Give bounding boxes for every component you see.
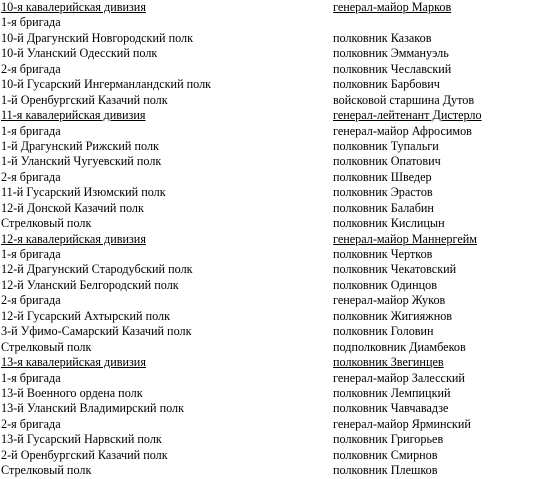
unit-name: 10-й Гусарский Ингерманландский полк bbox=[1, 77, 212, 92]
unit-commander: полковник Одинцов bbox=[333, 277, 437, 292]
division-header-row bbox=[0, 355, 552, 370]
unit-row bbox=[0, 201, 552, 216]
unit-row bbox=[0, 139, 552, 154]
unit-name: 2-я бригада bbox=[1, 61, 61, 76]
unit-commander: полковник Чекатовский bbox=[333, 262, 457, 277]
unit-commander: подполковник Диамбеков bbox=[333, 339, 466, 354]
division-name: 12-я кавалерийская дивизия bbox=[1, 231, 146, 246]
unit-commander: полковник Головин bbox=[333, 324, 434, 339]
unit-name: 10-й Уланский Одесский полк bbox=[1, 46, 158, 61]
unit-commander: генерал-майор Жуков bbox=[333, 293, 446, 308]
unit-row bbox=[0, 15, 552, 30]
unit-commander: полковник Опатович bbox=[333, 154, 441, 169]
division-commander: генерал-майор Марков bbox=[333, 0, 452, 14]
unit-commander: полковник Чавчавадзе bbox=[333, 401, 449, 416]
unit-commander: полковник Жигияжнов bbox=[333, 308, 453, 323]
unit-commander: полковник Смирнов bbox=[333, 447, 438, 462]
unit-commander: полковник Тупальги bbox=[333, 138, 439, 153]
unit-name: Стрелковый полк bbox=[1, 463, 92, 478]
division-name: 10-я кавалерийская дивизия bbox=[1, 0, 146, 14]
unit-commander: полковник Балабин bbox=[333, 200, 434, 215]
unit-commander: генерал-майор Афросимов bbox=[333, 123, 472, 138]
unit-name: Стрелковый полк bbox=[1, 216, 92, 231]
unit-name: 2-й Оренбургский Казачий полк bbox=[1, 447, 168, 462]
division-name: 13-я кавалерийская дивизия bbox=[1, 355, 146, 370]
division-commander: генерал-майор Маннергейм bbox=[333, 231, 478, 246]
unit-row bbox=[0, 293, 552, 308]
unit-name: 11-й Гусарский Изюмский полк bbox=[1, 185, 166, 200]
unit-name: 12-й Драгунский Стародубский полк bbox=[1, 262, 193, 277]
unit-name: 12-й Уланский Белгородский полк bbox=[1, 277, 179, 292]
unit-row bbox=[0, 93, 552, 108]
division-header-row bbox=[0, 0, 552, 15]
unit-row bbox=[0, 386, 552, 401]
unit-row bbox=[0, 77, 552, 92]
unit-commander: полковник Чертков bbox=[333, 247, 433, 261]
unit-name: 3-й Уфимо-Самарский Казачий полк bbox=[1, 324, 192, 339]
unit-name: 1-й Оренбургский Казачий полк bbox=[1, 92, 168, 107]
unit-name: 2-я бригада bbox=[1, 293, 61, 308]
division-header-row bbox=[0, 232, 552, 247]
unit-name: 12-й Гусарский Ахтырский полк bbox=[1, 308, 171, 323]
unit-row bbox=[0, 324, 552, 339]
unit-commander: полковник Плешков bbox=[333, 463, 438, 478]
unit-row bbox=[0, 185, 552, 200]
unit-row bbox=[0, 309, 552, 324]
unit-row bbox=[0, 46, 552, 61]
unit-commander: генерал-майор Залесский bbox=[333, 370, 465, 385]
unit-row bbox=[0, 154, 552, 169]
unit-row bbox=[0, 124, 552, 139]
unit-row bbox=[0, 448, 552, 463]
unit-name: 1-я бригада bbox=[1, 123, 61, 138]
unit-row bbox=[0, 432, 552, 447]
unit-row bbox=[0, 262, 552, 277]
unit-row bbox=[0, 170, 552, 185]
unit-commander: полковник Лемпицкий bbox=[333, 385, 451, 400]
unit-name: 1-й Драгунский Рижский полк bbox=[1, 138, 159, 153]
unit-name: 1-я бригада bbox=[1, 370, 61, 385]
unit-name: 1-я бригада bbox=[1, 15, 61, 30]
unit-commander: полковник Шведер bbox=[333, 169, 432, 184]
unit-row bbox=[0, 278, 552, 293]
unit-commander: полковник Эммануэль bbox=[333, 46, 449, 61]
unit-name: 1-я бригада bbox=[1, 247, 61, 261]
unit-row bbox=[0, 247, 552, 262]
unit-commander: полковник Чеславский bbox=[333, 61, 452, 76]
unit-name: 12-й Донской Казачий полк bbox=[1, 200, 144, 215]
division-name: 11-я кавалерийская дивизия bbox=[1, 108, 146, 123]
unit-name: 1-й Уланский Чугуевский полк bbox=[1, 154, 162, 169]
unit-commander: генерал-майор Ярминский bbox=[333, 416, 471, 431]
division-commander: генерал-лейтенант Дистерло bbox=[333, 108, 482, 123]
unit-commander: войсковой старшина Дутов bbox=[333, 92, 475, 107]
unit-row bbox=[0, 417, 552, 432]
unit-row bbox=[0, 31, 552, 46]
unit-name: Стрелковый полк bbox=[1, 339, 92, 354]
unit-row bbox=[0, 216, 552, 231]
unit-name: 13-й Уланский Владимирский полк bbox=[1, 401, 185, 416]
division-commander: полковник Звегинцев bbox=[333, 355, 444, 370]
unit-commander: полковник Казаков bbox=[333, 30, 432, 45]
unit-row bbox=[0, 62, 552, 77]
unit-row bbox=[0, 401, 552, 416]
unit-commander: полковник Эрастов bbox=[333, 185, 433, 200]
unit-row bbox=[0, 463, 552, 478]
unit-commander: полковник Кислицын bbox=[333, 216, 445, 231]
unit-name: 13-й Военного ордена полк bbox=[1, 385, 143, 400]
unit-commander: полковник Барбович bbox=[333, 77, 440, 92]
unit-commander: полковник Григорьев bbox=[333, 432, 444, 447]
unit-name: 13-й Гусарский Нарвский полк bbox=[1, 432, 162, 447]
unit-name: 10-й Драгунский Новгородский полк bbox=[1, 30, 194, 45]
unit-row bbox=[0, 371, 552, 386]
division-header-row bbox=[0, 108, 552, 123]
unit-row bbox=[0, 340, 552, 355]
unit-name: 2-я бригада bbox=[1, 169, 61, 184]
unit-name: 2-я бригада bbox=[1, 416, 61, 431]
